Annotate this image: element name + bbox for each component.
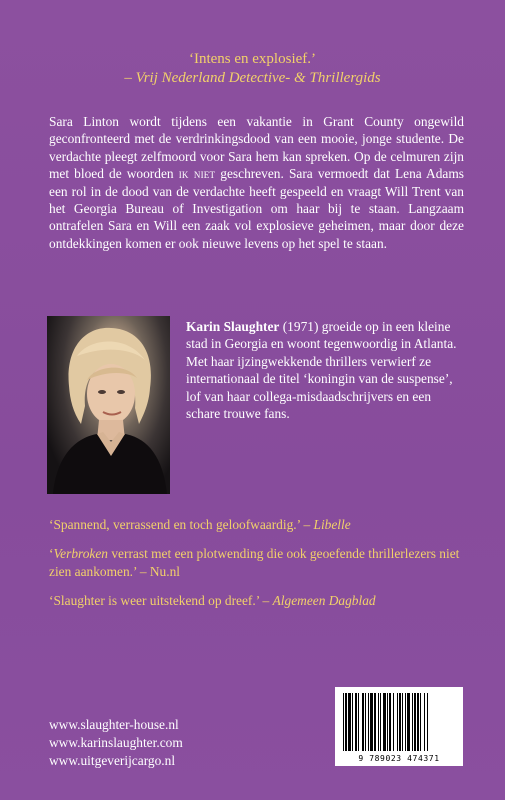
barcode-bar: [407, 693, 410, 751]
barcode-bar: [365, 693, 366, 751]
barcode-bar: [399, 693, 401, 751]
barcode-bar: [387, 693, 388, 751]
barcode-bar: [402, 693, 403, 751]
review-quote-open-mark: ‘: [49, 546, 54, 562]
author-portrait-illustration: [47, 316, 170, 494]
barcode-bar: [343, 693, 344, 751]
top-quote-source: – Vrij Nederland Detective- & Thrillergids: [124, 70, 381, 86]
barcode-bar: [427, 693, 428, 751]
author-bio-paragraph: [186, 318, 461, 422]
barcode-bar: [405, 693, 406, 751]
top-review-quote: [0, 50, 505, 88]
barcode-bar: [393, 693, 394, 751]
barcode-bar: [414, 693, 416, 751]
author-photo: [47, 316, 170, 494]
barcode-bar: [389, 693, 391, 751]
barcode-bar: [417, 693, 419, 751]
barcode-bar: [412, 693, 413, 751]
barcode-bar: [397, 693, 398, 751]
barcode-bar: [362, 693, 364, 751]
barcode-bar: [348, 693, 351, 751]
review-quote-source: Algemeen Dagblad: [272, 593, 376, 609]
barcode-bar: [374, 693, 376, 751]
barcode-bar: [368, 693, 369, 751]
barcode-bar: [424, 693, 425, 751]
barcode-bar: [380, 693, 381, 751]
website-links: [49, 716, 183, 770]
link-slaughter-house[interactable]: www.slaughter-house.nl: [49, 717, 179, 732]
isbn-digits: 9 789023 474371: [358, 754, 440, 763]
review-quote-text: ‘Slaughter is weer uitstekend op dreef.’ –: [49, 593, 273, 609]
review-quote-2: [49, 545, 469, 580]
synopsis-part-1: Sara Linton wordt tijdens een vakantie in Grant County ongewild geconfronteerd met de verdrinkingsdood van een mooie, jonge studente. De verdachte pleegt zelfmoord voor Sara hem kan spreken. Op de celmuren zijn met bloed de woorden: [49, 114, 464, 182]
link-karinslaughter[interactable]: www.karinslaughter.com: [49, 735, 183, 750]
barcode-bars: [341, 693, 457, 751]
synopsis-part-2: geschreven. Sara vermoedt dat Lena Adams een rol in de dood van de verdachte heeft gespeeld en vraagt Will Trent van het Georgia Bureau of Investigation om haar bij te staan. Langzaam ontrafelen Sara en Will een zaak vol explosieve geheimen, maar door deze ontdekkingen komen er ook nieuwe levens op het spel te staan.: [49, 166, 464, 251]
barcode-bar: [358, 693, 359, 751]
barcode-bar: [352, 693, 353, 751]
synopsis-smallcaps: ik niet: [178, 166, 216, 182]
author-bio: [186, 318, 461, 422]
review-quote-3: [49, 592, 469, 609]
review-quote-text: ‘Spannend, verrassend en toch geloofwaardig.’ –: [49, 517, 314, 532]
author-bio-text: (1971) groeide op in een kleine stad in Georgia en woont tegenwoordig in Atlanta. Met haar ijzingwekkende thrillers verwierf ze internationaal de titel ‘koningin van de suspense’, lof van haar collega-misdaadschrijvers en een schare trouwe fans.: [186, 319, 457, 422]
review-quote-1: [49, 516, 469, 533]
review-quote-text: verrast met een plotwending die ook geoefende thrillerlezers niet zien aankomen.’ – Nu.nl: [49, 546, 460, 579]
barcode-bar: [370, 693, 373, 751]
barcode-bar: [383, 693, 386, 751]
top-quote-text: ‘Intens en explosief.’: [188, 51, 317, 67]
isbn-barcode: [335, 687, 463, 766]
link-uitgeverijcargo[interactable]: www.uitgeverijcargo.nl: [49, 753, 176, 768]
synopsis: [49, 113, 464, 252]
barcode-bar: [378, 693, 379, 751]
barcode-bar: [420, 693, 421, 751]
review-quote-source: Libelle: [313, 517, 351, 532]
barcode-bar: [355, 693, 357, 751]
review-quote-book-title: Verbroken: [53, 546, 109, 562]
barcode-bar: [345, 693, 347, 751]
author-name: Karin Slaughter: [186, 319, 280, 334]
review-quotes: [49, 516, 469, 622]
synopsis-paragraph: [49, 113, 464, 252]
